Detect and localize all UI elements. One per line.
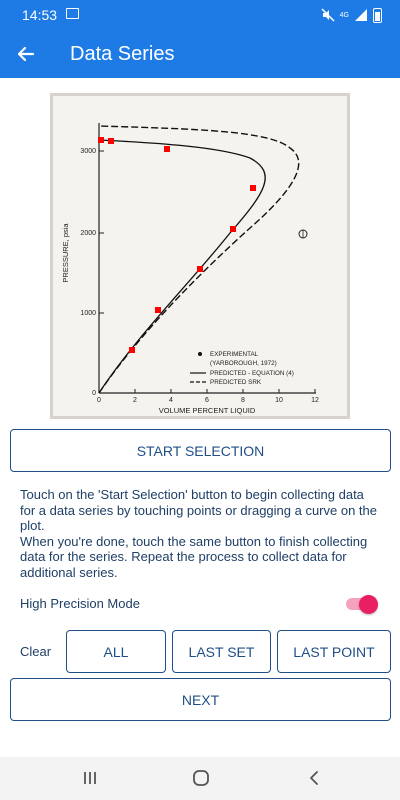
y-axis-label: PRESSURE, psia: [61, 223, 70, 283]
y-tick: 0: [92, 390, 96, 397]
y-tick: 3000: [80, 148, 96, 155]
back-icon[interactable]: [303, 768, 325, 788]
home-icon[interactable]: [190, 768, 212, 788]
signal-icon: [354, 8, 368, 22]
legend-label: PREDICTED SRK: [210, 379, 262, 386]
status-bar: [0, 0, 400, 30]
x-tick: 8: [241, 397, 245, 404]
start-selection-button[interactable]: START SELECTION: [10, 429, 391, 472]
legend-label: PREDICTED - EQUATION (4): [210, 370, 294, 377]
clear-last-point-button[interactable]: LAST POINT: [277, 630, 391, 673]
high-precision-label: High Precision Mode: [20, 596, 140, 611]
clear-last-set-button[interactable]: LAST SET: [172, 630, 271, 673]
legend-label: EXPERIMENTAL: [210, 351, 259, 358]
y-tick: 1000: [80, 310, 96, 317]
clear-all-button[interactable]: ALL: [66, 630, 166, 673]
x-tick: 2: [133, 397, 137, 404]
x-tick: 10: [275, 397, 283, 404]
x-tick: 6: [205, 397, 209, 404]
battery-icon: [373, 8, 382, 23]
clear-label: Clear: [20, 644, 52, 659]
x-tick: 0: [97, 397, 101, 404]
arrow-left-icon[interactable]: [8, 36, 44, 72]
y-tick: 2000: [80, 230, 96, 237]
status-icons: [321, 6, 382, 24]
x-tick: 12: [311, 397, 319, 404]
instructions-text: Touch on the 'Start Selection' button to begin collecting data for a data series by touching points or dragging a curve on the plot. When you're done, touch the same button to finish collecting data for the series. Repeat the process to collect data for additional series.: [20, 487, 377, 580]
status-time: 14:53: [22, 7, 58, 23]
recent-apps-icon[interactable]: [79, 768, 101, 788]
high-precision-toggle[interactable]: [346, 595, 378, 611]
x-axis-label: VOLUME PERCENT LIQUID: [158, 406, 256, 415]
plot-image[interactable]: [50, 93, 350, 419]
gallery-icon: [66, 8, 79, 19]
legend-label: (YARBOROUGH, 1972): [210, 360, 277, 367]
app-bar: [0, 30, 400, 78]
page-title: Data Series: [70, 43, 175, 65]
network-type: 4G: [339, 11, 349, 19]
next-button[interactable]: NEXT: [10, 678, 391, 721]
system-nav-bar: [0, 757, 400, 800]
x-tick: 4: [169, 397, 173, 404]
toggle-thumb: [359, 595, 378, 614]
mute-icon: [321, 8, 335, 22]
